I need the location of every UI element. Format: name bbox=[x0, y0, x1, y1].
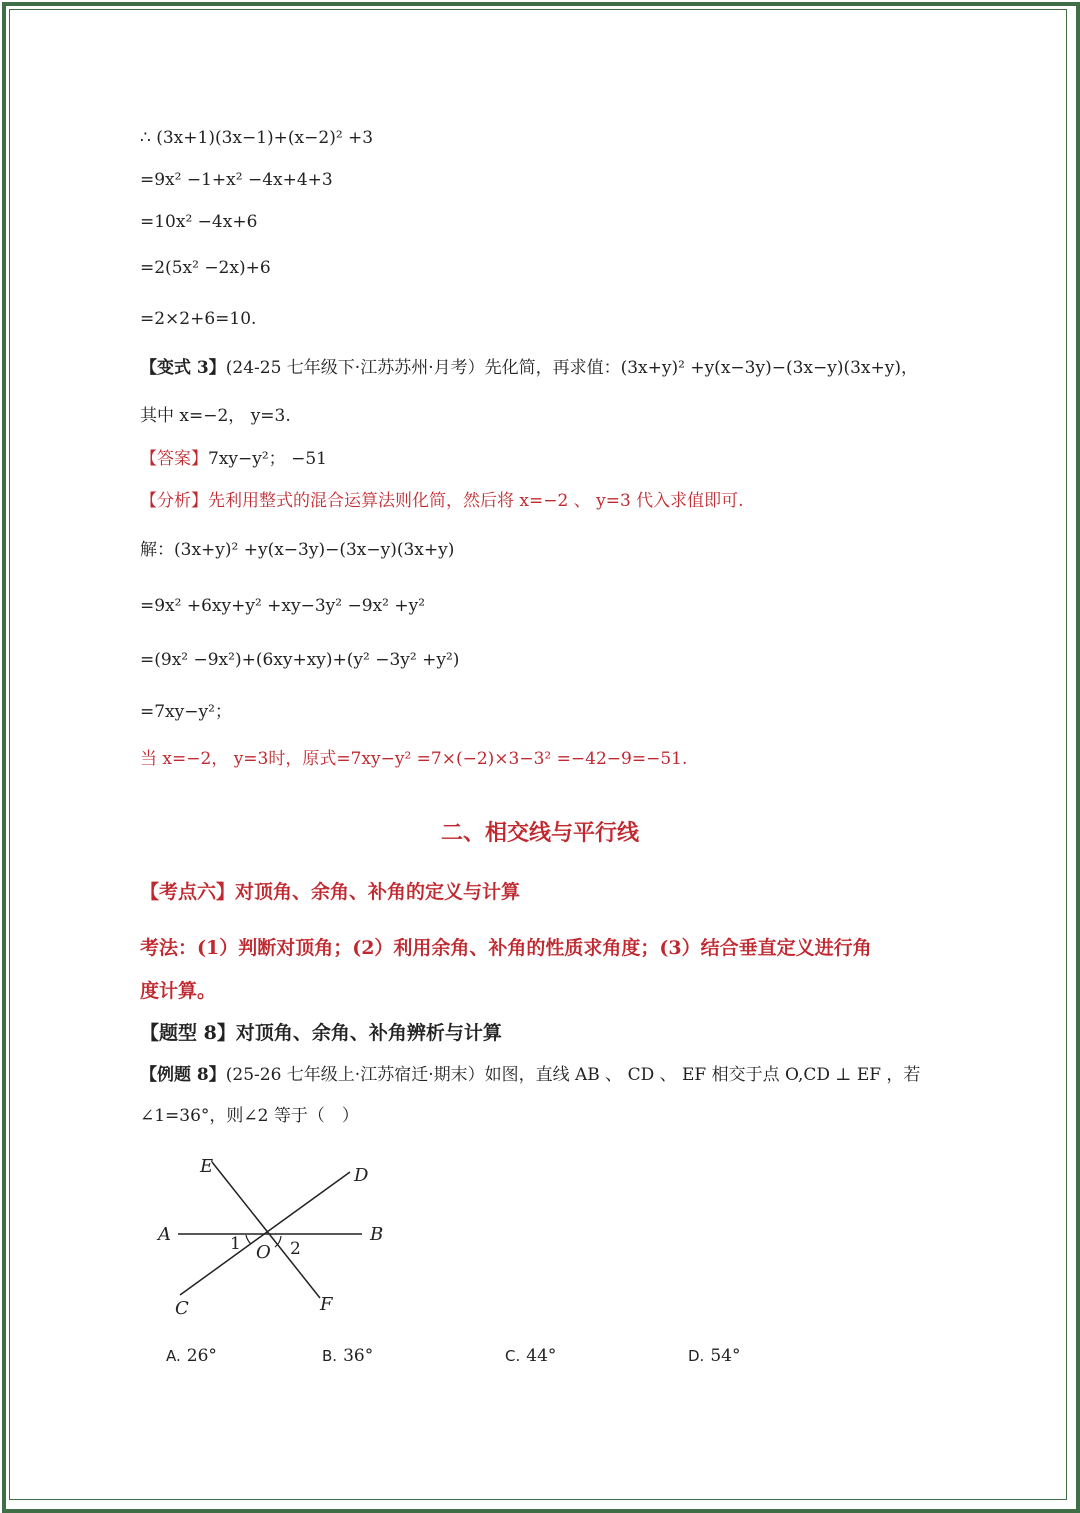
option-c-letter: C. bbox=[505, 1347, 521, 1365]
variant3-step-3: =(9x² −9x²)+(6xy+xy)+(y² −3y² +y²) bbox=[140, 650, 460, 670]
angle-1-arc bbox=[246, 1235, 251, 1244]
answer-tag: 【答案】 bbox=[140, 449, 208, 469]
intersecting-lines-figure bbox=[150, 1150, 400, 1320]
section-title: 二、相交线与平行线 bbox=[440, 820, 639, 846]
line-ef bbox=[212, 1162, 320, 1298]
solution-line-2: =9x² −1+x² −4x+4+3 bbox=[140, 170, 333, 190]
solution-line-1: ∴ (3x+1)(3x−1)+(x−2)² +3 bbox=[140, 128, 374, 148]
variant3-analysis: 【分析】先利用整式的混合运算法则化简，然后将 x=−2 、 y=3 代入求值即可. bbox=[140, 491, 744, 511]
label-c: C bbox=[175, 1298, 189, 1319]
option-a[interactable] bbox=[166, 1344, 217, 1368]
label-f: F bbox=[320, 1294, 333, 1315]
option-a-letter: A. bbox=[166, 1347, 181, 1365]
kaofa-line-2: 度计算。 bbox=[140, 980, 217, 1002]
kaodian-heading: 【考点六】对顶角、余角、补角的定义与计算 bbox=[140, 881, 521, 903]
example-text: (25-26 七年级上·江苏宿迁·期末）如图，直线 AB 、 CD 、 EF 相交于点 O,CD ⊥ EF ，若 bbox=[225, 1065, 921, 1085]
variant3-answer bbox=[140, 447, 327, 471]
kaofa-line-1: 考法：(1）判断对顶角；(2）利用余角、补角的性质求角度；(3）结合垂直定义进行角 bbox=[140, 937, 872, 959]
option-d-letter: D. bbox=[688, 1347, 705, 1365]
variant3-step-2: =9x² +6xy+y² +xy−3y² −9x² +y² bbox=[140, 596, 426, 616]
solution-line-4: =2(5x² −2x)+6 bbox=[140, 258, 271, 278]
example-question bbox=[140, 1063, 920, 1087]
label-b: B bbox=[370, 1224, 384, 1245]
label-o: O bbox=[256, 1242, 271, 1263]
variant3-step-1: 解：(3x+y)² +y(x−3y)−(3x−y)(3x+y) bbox=[140, 540, 455, 560]
answer-text: 7xy−y²； −51 bbox=[208, 449, 327, 469]
example-tag: 【例题 8】 bbox=[140, 1065, 226, 1085]
solution-line-3: =10x² −4x+6 bbox=[140, 212, 258, 232]
label-angle-2: 2 bbox=[290, 1239, 301, 1259]
option-c[interactable] bbox=[505, 1344, 556, 1368]
solution-line-5: =2×2+6=10. bbox=[140, 309, 257, 329]
variant3-question-cont: 其中 x=−2， y=3. bbox=[140, 406, 291, 426]
label-d: D bbox=[354, 1165, 369, 1186]
variant3-tag: 【变式 3】 bbox=[140, 358, 226, 378]
label-a: A bbox=[158, 1224, 171, 1245]
label-e: E bbox=[200, 1156, 214, 1177]
option-c-value: 44° bbox=[526, 1346, 557, 1366]
option-a-value: 26° bbox=[186, 1346, 217, 1366]
variant3-step-4: =7xy−y²； bbox=[140, 702, 232, 722]
option-b-letter: B. bbox=[322, 1347, 338, 1365]
option-b-value: 36° bbox=[343, 1346, 374, 1366]
option-d[interactable] bbox=[688, 1344, 740, 1368]
label-angle-1: 1 bbox=[230, 1234, 241, 1254]
variant3-question bbox=[140, 356, 918, 380]
option-b[interactable] bbox=[322, 1344, 373, 1368]
variant3-step-5: 当 x=−2， y=3时，原式=7xy−y² =7×(−2)×3−3² =−42−9=−51. bbox=[140, 749, 688, 769]
tixing-heading: 【题型 8】对顶角、余角、补角辨析与计算 bbox=[140, 1022, 502, 1044]
option-d-value: 54° bbox=[710, 1346, 741, 1366]
example-question-cont: ∠1=36°，则∠2 等于（ ） bbox=[140, 1106, 359, 1126]
variant3-question-text: (24-25 七年级下·江苏苏州·月考）先化简，再求值：(3x+y)² +y(x−3y)−(3x−y)(3x+y)， bbox=[225, 358, 918, 378]
